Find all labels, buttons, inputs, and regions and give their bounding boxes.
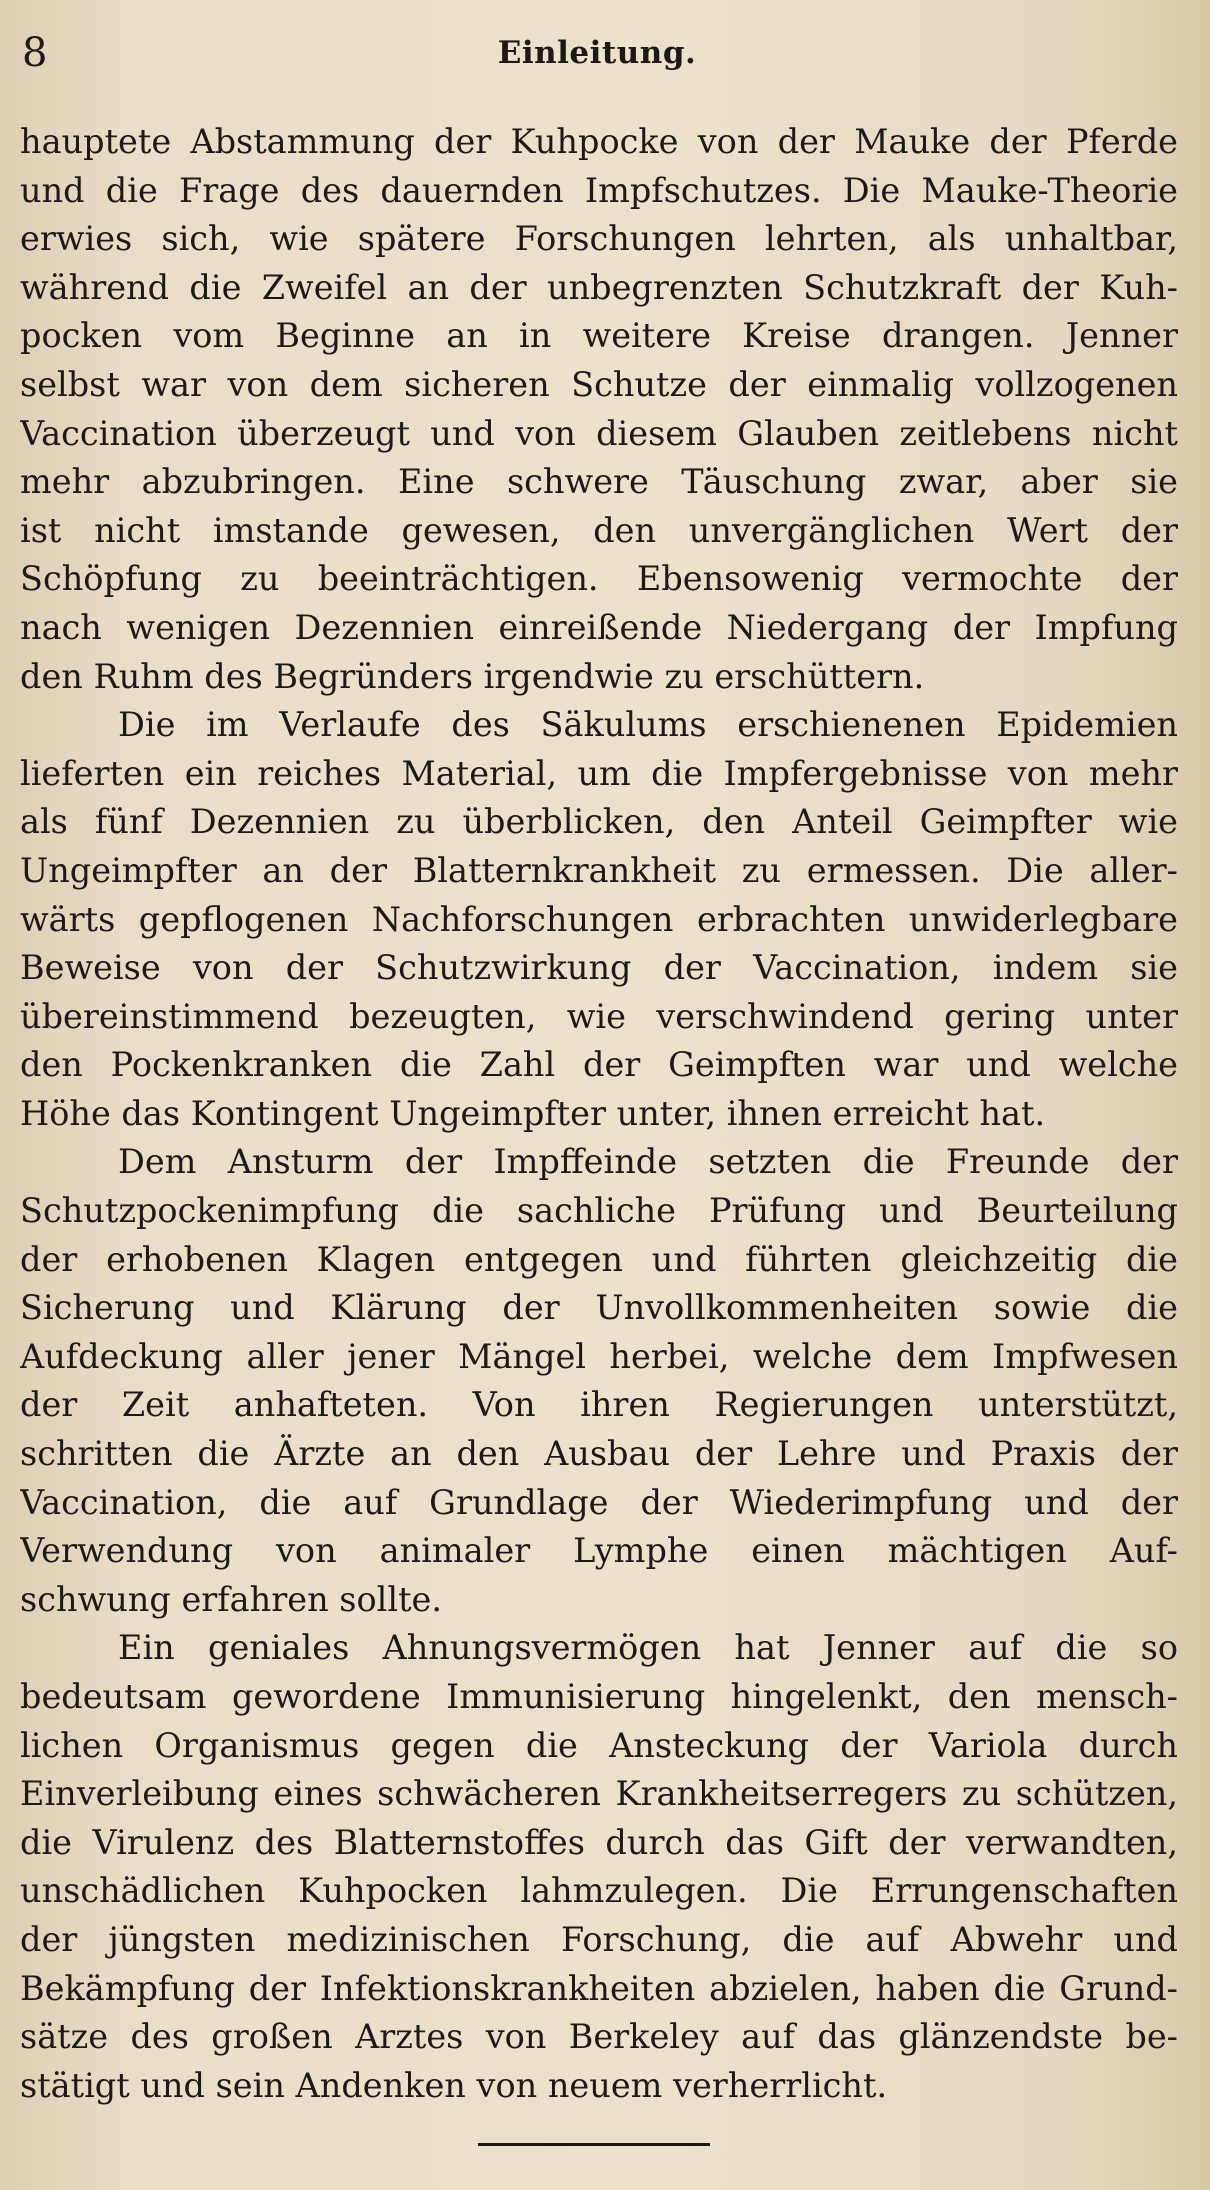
paragraph <box>20 118 1178 701</box>
text-line: und die Frage des dauernden Impfschutzes. Die Mauke-Theorie <box>20 170 1178 210</box>
text-line: schwung erfahren sollte. <box>20 1579 443 1619</box>
text-line: stätigt und sein Andenken von neuem verherrlicht. <box>20 2065 888 2105</box>
text-line: pocken vom Beginne an in weitere Kreise drangen. Jenner <box>20 316 1178 356</box>
text-line: der Zeit anhafteten. Von ihren Regierungen unterstützt, <box>20 1385 1178 1425</box>
text-line: ist nicht imstande gewesen, den unvergänglichen Wert der <box>20 510 1178 550</box>
text-line: lichen Organismus gegen die Ansteckung der Variola durch <box>20 1725 1178 1765</box>
text-line: den Pockenkranken die Zahl der Geimpften war und welche <box>20 1045 1178 1085</box>
text-line: unschädlichen Kuhpocken lahmzulegen. Die Errungenschaften <box>20 1871 1178 1911</box>
text-line: schritten die Ärzte an den Ausbau der Lehre und Praxis der <box>20 1434 1178 1474</box>
paragraph <box>20 1624 1178 2110</box>
text-line: selbst war von dem sicheren Schutze der einmalig vollzogenen <box>20 364 1178 404</box>
text-line: den Ruhm des Begründers irgendwie zu erschüttern. <box>20 656 925 696</box>
text-line: Aufdeckung aller jener Mängel herbei, welche dem Impfwesen <box>20 1336 1178 1376</box>
paragraph <box>20 701 1178 1138</box>
text-line: Vaccination überzeugt und von diesem Glauben zeitlebens nicht <box>20 413 1178 453</box>
text-line: Einverleibung eines schwächeren Krankheitserregers zu schützen, <box>20 1774 1178 1814</box>
text-line: Bekämpfung der Infektionskrankheiten abzielen, haben die Grund- <box>20 1968 1178 2008</box>
text-line: bedeutsam gewordene Immunisierung hingelenkt, den mensch- <box>20 1677 1178 1716</box>
text-line: Schöpfung zu beeinträchtigen. Ebensowenig vermochte der <box>20 559 1178 599</box>
text-line: Vaccination, die auf Grundlage der Wiederimpfung und der <box>20 1482 1178 1522</box>
text-line: wärts gepflogenen Nachforschungen erbrachten unwiderlegbare <box>20 899 1178 939</box>
text-line: hauptete Abstammung der Kuhpocke von der Mauke der Pferde <box>20 122 1178 161</box>
text-line: erwies sich, wie spätere Forschungen lehrten, als unhaltbar, <box>20 219 1178 259</box>
text-line: lieferten ein reiches Material, um die Impfergebnisse von mehr <box>20 753 1178 793</box>
text-line: die Virulenz des Blatternstoffes durch das Gift der verwandten, <box>20 1822 1178 1862</box>
text-line: übereinstimmend bezeugten, wie verschwindend gering unter <box>20 996 1178 1036</box>
text-line: Sicherung und Klärung der Unvollkommenheiten sowie die <box>20 1288 1178 1328</box>
text-line: während die Zweifel an der unbegrenzten Schutzkraft der Kuh- <box>20 267 1178 307</box>
text-line: Beweise von der Schutzwirkung der Vaccination, indem sie <box>20 948 1178 988</box>
text-line: Ein geniales Ahnungsvermögen hat Jenner auf die so <box>118 1628 1178 1668</box>
text-line: der erhobenen Klagen entgegen und führten gleichzeitig die <box>20 1239 1178 1279</box>
text-line: der jüngsten medizinischen Forschung, die auf Abwehr und <box>20 1919 1178 1959</box>
text-line: Ungeimpfter an der Blatternkrankheit zu ermessen. Die aller- <box>20 850 1178 890</box>
text-line: nach wenigen Dezennien einreißende Niedergang der Impfung <box>20 607 1178 647</box>
text-line: Verwendung von animaler Lymphe einen mächtigen Auf- <box>20 1531 1178 1571</box>
text-line: Schutzpockenimpfung die sachliche Prüfung und Beurteilung <box>20 1191 1178 1231</box>
text-line: Höhe das Kontingent Ungeimpfter unter, ihnen erreicht hat. <box>20 1093 1046 1133</box>
chapter-title: Einleitung. <box>497 35 697 71</box>
running-head <box>22 28 1172 78</box>
text-line: als fünf Dezennien zu überblicken, den Anteil Geimpfter wie <box>20 802 1178 842</box>
text-line: Die im Verlaufe des Säkulums erschienenen Epidemien <box>118 705 1178 745</box>
body-text <box>20 118 1178 2110</box>
text-line: mehr abzubringen. Eine schwere Täuschung zwar, aber sie <box>20 462 1178 502</box>
paragraph <box>20 1138 1178 1624</box>
end-rule <box>478 2143 710 2146</box>
page-number: 8 <box>22 30 48 76</box>
text-line: sätze des großen Arztes von Berkeley auf das glänzendste be- <box>20 2017 1178 2057</box>
text-line: Dem Ansturm der Impffeinde setzten die Freunde der <box>118 1142 1178 1182</box>
